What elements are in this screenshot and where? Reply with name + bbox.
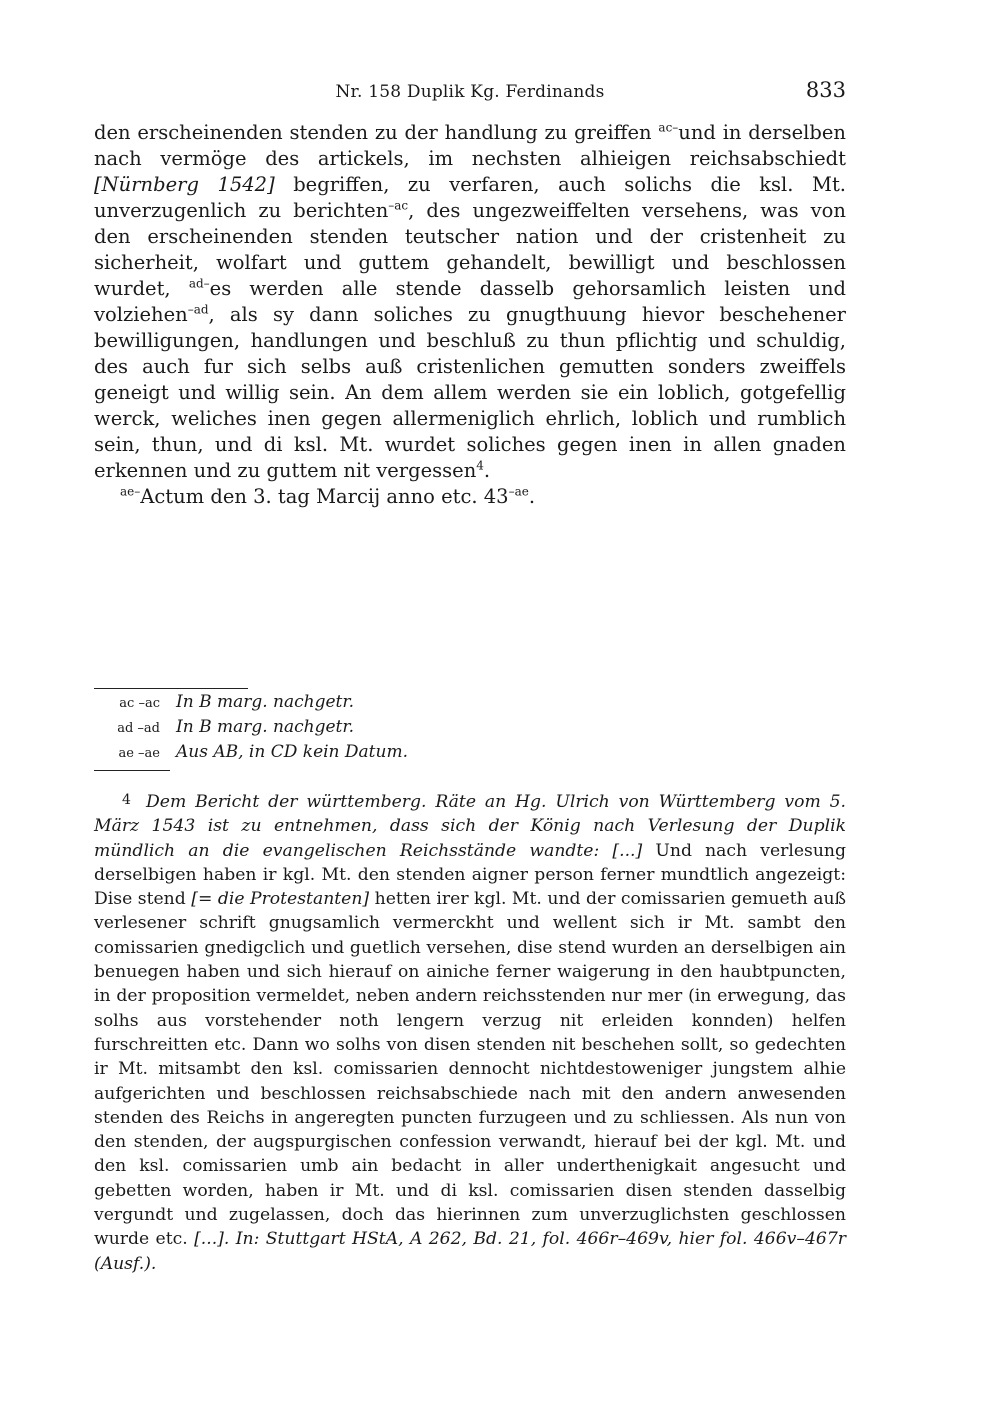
paragraph-2	[94, 484, 846, 510]
page-number: 833	[805, 78, 846, 102]
critical-marker: ae–	[120, 484, 141, 499]
critical-note-label: ac –ac	[119, 696, 160, 711]
text-segment: den erscheinenden stenden zu der handlung zu greiffen	[94, 121, 659, 144]
critical-notes-divider	[94, 688, 248, 689]
text-segment: und in derselben nach vermöge des artickels, im nechsten alhieigen reichsabschiedt	[94, 121, 846, 170]
text-segment: es werden alle stende dasselb gehorsamlich leisten und volziehen	[94, 277, 846, 326]
critical-marker: ad–	[188, 276, 210, 291]
footnote-reference[interactable]: 4	[476, 458, 484, 473]
footnote-editorial: Dem Bericht der württemberg. Räte an Hg. Ulrich von Württemberg vom 5. März 1543 ist zu entnehmen, dass sich der König nach Verlesung der Duplik mündlich an die evangelischen Reichsstände wandte: [...]	[94, 792, 846, 861]
critical-marker: –ae	[508, 484, 529, 499]
text-segment: , als sy dann soliches zu gnugthuung hievor beschehener bewilligungen, handlungen und beschluß zu thun pflichtig und schuldig, des auch fur sich selbs auß cristenlichen gemutten sonders zweiffels geneigt und willig sein. An dem allem werden sie ein loblich, gotgefellig werck, weliches inen gegen allermeniglich ehrlich, loblich und rumblich sein, thun, und di ksl. Mt. wurdet soliches gegen inen in allen gnaden erkennen und zu guttem nit vergessen	[94, 303, 846, 482]
editorial-insertion: [Nürnberg 1542]	[94, 173, 275, 196]
footnote-text	[94, 788, 846, 1276]
critical-note-text: Aus AB, in CD kein Datum.	[176, 742, 408, 762]
text-segment: , des ungezweiffelten versehens, was von den erscheinenden stenden teutscher nation und der cristenheit zu sicherheit, wolfart und guttem gehandelt, bewilligt und beschlossen wurdet,	[94, 199, 846, 300]
critical-marker: –ad	[187, 302, 209, 317]
footnote-citation: [...]. In: Stuttgart HStA, A 262, Bd. 21, fol. 466r–469v, hier fol. 466v–467r (Ausf.).	[94, 1229, 846, 1274]
text-segment: .	[483, 459, 491, 482]
critical-note	[94, 742, 846, 767]
footnote-editorial: [= die Protestanten]	[191, 889, 370, 910]
text-segment: Actum den 3. tag Marcij anno etc. 43	[140, 485, 509, 508]
footnote-number: 4	[122, 792, 131, 808]
text-segment: .	[528, 485, 536, 508]
critical-marker: ac–	[658, 120, 679, 135]
text-segment: begriffen, zu verfaren, auch solichs die ksl. Mt. unverzugenlich zu berichten	[94, 173, 846, 222]
paragraph-1	[94, 120, 846, 484]
critical-note-label: ad –ad	[117, 721, 160, 736]
critical-note-text: In B marg. nachgetr.	[176, 692, 355, 712]
main-text	[94, 120, 846, 510]
footnotes-divider	[94, 770, 170, 771]
critical-note	[94, 692, 846, 717]
critical-note-label: ae –ae	[118, 746, 160, 761]
critical-note-text: In B marg. nachgetr.	[176, 717, 355, 737]
running-title: Nr. 158 Duplik Kg. Ferdinands	[335, 82, 605, 102]
page-header	[94, 78, 846, 108]
critical-apparatus	[94, 692, 846, 767]
footnote-4	[94, 788, 846, 1276]
critical-marker: –ac	[388, 198, 409, 213]
footnote-quote: hetten irer kgl. Mt. und der comissarien gemueth auß verlesener schrift gnugsamlich vermerckht und wellent sich ir Mt. sambt den comissarien gnedigclich und guetlich versehen, dise stend wurden an derselbigen ain benuegen haben und sich hierauf on ainiche ferner waigerung in den haubtpuncten, in der proposition vermeldet, neben andern reichsstenden nur mer (in erwegung, das solhs aus vorstehender noth lengern verzug nit erleiden konnden) helfen furschreitten etc. Dann wo solhs von disen stenden nit beschehen sollt, so gedechten ir Mt. mitsambt den ksl. comissarien dennocht nichtdestoweniger jungstem alhie aufgerichten und beschlossen reichsabschiede nach mit den andern anwesenden stenden des Reichs in angeregten puncten furzugeen und zu schliessen. Als nun von den stenden, der augspurgischen confession verwandt, hierauf bei der kgl. Mt. und den ksl. comissarien umb ain bedacht in aller underthenigkait angesucht und gebetten worden, haben ir Mt. und di ksl. comissarien disen stenden dasselbig vergundt und zugelassen, doch das hierinnen zum unverzuglichsten geschlossen wurde etc.	[94, 889, 847, 1250]
footnote-quote: Und nach verlesung derselbigen haben ir kgl. Mt. den stenden aigner person ferner mundtlich angezeigt: Dise stend	[94, 840, 846, 910]
critical-note	[94, 717, 846, 742]
